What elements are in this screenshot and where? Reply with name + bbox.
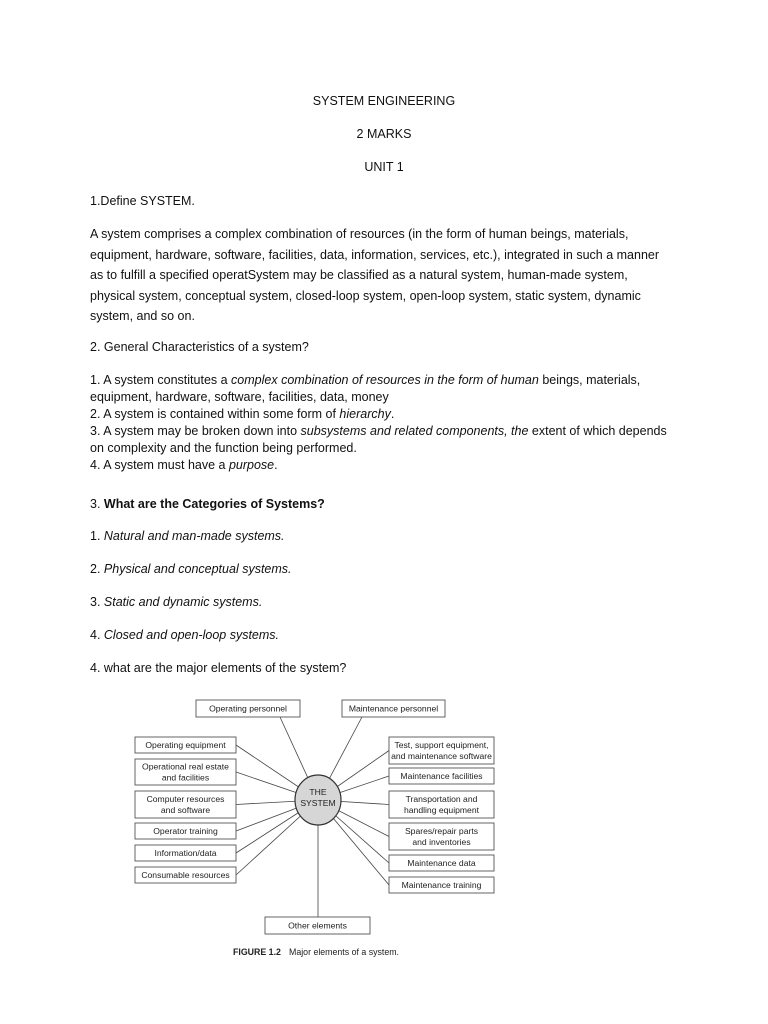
element-label: Computer resources [146, 794, 225, 804]
element-label: and maintenance software [391, 751, 492, 761]
characteristic-1-cont: equipment, hardware, software, facilities, data, money [90, 390, 389, 404]
answer-line: physical system, conceptual system, closed-loop system, open-loop system, static system, dynamic [90, 288, 641, 303]
element-label: Maintenance personnel [348, 703, 439, 714]
question-2-heading: 2. General Characteristics of a system? [90, 340, 309, 354]
question-4-heading: 4. what are the major elements of the system? [90, 661, 347, 675]
characteristic-1: 1. A system constitutes a complex combination of resources in the form of human beings, materials, [90, 373, 641, 387]
element-label: Information/data [154, 848, 217, 858]
element-label: and software [160, 805, 211, 815]
category-item: 1. Natural and man-made systems. [90, 529, 285, 543]
characteristic-3-cont: on complexity and the function being performed. [90, 441, 357, 455]
unit-heading: UNIT 1 [364, 160, 404, 174]
answer-line: as to fulfill a specified operatSystem may be classified as a natural system, human-made system, [90, 268, 628, 282]
element-label: Maintenance facilities [400, 771, 483, 781]
answer-line: equipment, hardware, software, facilities, data, information, services, etc.), integrated in such a manner [90, 247, 660, 262]
element-label: Spares/repair parts [404, 826, 479, 836]
answer-line: system, and so on. [90, 309, 195, 323]
element-label: Operating equipment [145, 740, 226, 750]
element-label: Transportation and [405, 794, 478, 804]
answer-line: A system comprises a complex combination of resources (in the form of human beings, materials, [90, 227, 629, 241]
element-label: Operational real estate [142, 761, 229, 772]
element-label: Operator training [153, 826, 218, 836]
characteristic-4: 4. A system must have a purpose. [90, 458, 278, 472]
center-label-line-2: SYSTEM [300, 798, 336, 808]
element-label: Maintenance data [407, 858, 476, 868]
element-label: and inventories [412, 837, 471, 847]
element-label: Maintenance training [401, 880, 482, 890]
document-title: SYSTEM ENGINEERING [312, 94, 456, 108]
category-item: 4. Closed and open-loop systems. [90, 628, 280, 642]
characteristic-2: 2. A system is contained within some form of hierarchy. [90, 407, 395, 421]
question-1-heading: 1.Define SYSTEM. [90, 194, 195, 208]
category-item: 2. Physical and conceptual systems. [90, 562, 292, 576]
question-3-heading: 3. What are the Categories of Systems? [90, 497, 325, 511]
figure-caption-number: FIGURE 1.2 [233, 947, 281, 957]
element-label: Test, support equipment, [394, 740, 489, 750]
category-item: 3. Static and dynamic systems. [90, 595, 263, 609]
marks-heading: 2 MARKS [356, 127, 412, 141]
element-label: Operating personnel [209, 703, 287, 714]
center-label-line-1: THE [309, 787, 327, 797]
element-label: handling equipment [403, 805, 480, 815]
element-label: and facilities [161, 772, 210, 783]
figure-caption-text: Major elements of a system. [289, 947, 399, 957]
element-label: Other elements [288, 920, 347, 931]
element-label: Consumable resources [141, 870, 230, 880]
characteristic-3: 3. A system may be broken down into subsystems and related components, the extent of which depends [90, 424, 667, 438]
